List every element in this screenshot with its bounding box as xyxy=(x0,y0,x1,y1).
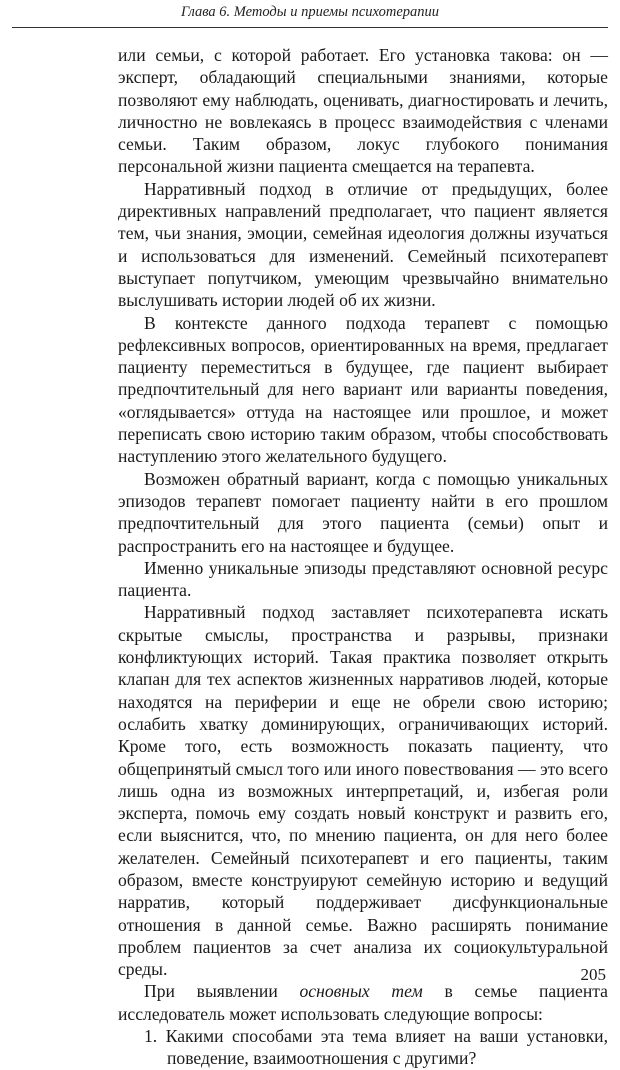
paragraph-6: Нарративный подход заставляет психотерапевта искать скрытые смыслы, пространства и разрывы, признаки конфликтующих историй. Такая практика позволяет открыть клапан для тех аспектов жизненных нарративов людей, которые находятся на периферии и еще не обрели свою историю; ослабить хватку доминирующих, ограничивающих историй. Кроме того, есть возможность показать пациенту, что общепринятый смысл того или иного повествования — это всего лишь одна из возможных интерпретаций, и, избегая роли эксперта, помочь ему создать новый конструкт и развить его, если выяснится, что, по мнению пациента, он для него более желателен. Семейный психотерапевт и его пациенты, таким образом, вместе конструируют семейную историю и ведущий нарратив, который поддерживает дисфункциональные отношения в данной семье. Важно расширять понимание проблем пациентов за счет анализа их социокультуральной среды. xyxy=(118,602,608,980)
page-number: 205 xyxy=(580,965,606,984)
question-list xyxy=(118,1025,608,1070)
page-body xyxy=(118,44,608,1070)
header-rule xyxy=(12,27,608,28)
paragraph-4: Возможен обратный вариант, когда с помощью уникальных эпизодов терапевт помогает пациенту найти в его прошлом предпочтительный для этого пациента (семьи) опыт и распространить его на настоящее и будущее. xyxy=(118,468,608,556)
paragraph-2: Нарративный подход в отличие от предыдущих, более директивных направлений предполагает, что пациент является тем, чьи знания, эмоции, семейная идеология должны изучаться и использоваться для изменений. Семейный психотерапевт выступает попутчиком, умеющим чрезвычайно внимательно выслушивать истории людей об их жизни. xyxy=(118,178,608,311)
running-head: Глава 6. Методы и приемы психотерапии xyxy=(180,4,440,20)
paragraph-7 xyxy=(118,980,608,1025)
emphasis-main-themes: основных тем xyxy=(299,981,423,1002)
paragraph-3: В контексте данного подхода терапевт с помощью рефлексивных вопросов, ориентированных на время, предлагает пациенту переместиться в будущее, где пациент выбирает предпочтительный для него вариант или варианты поведения, «оглядывается» оттуда на настоящее или прошлое, и может переписать свою историю таким образом, чтобы способствовать наступлению этого желательного будущего. xyxy=(118,312,608,467)
list-item-text: Какими способами эта тема влияет на ваши установки, поведение, взаимоотношения с другими? xyxy=(165,1026,608,1069)
paragraph-7-lead: При выявлении xyxy=(144,981,300,1002)
list-item-number: 1. xyxy=(144,1026,158,1047)
paragraph-1: или семьи, с которой работает. Его установка такова: он — эксперт, обладающий специальными знаниями, которые позволяют ему наблюдать, оценивать, диагностировать и лечить, личностно не вовлекаясь в процесс взаимодействия с членами семьи. Таким образом, локус глубокого понимания персональной жизни пациента смещается на терапевта. xyxy=(118,45,608,177)
paragraph-5: Именно уникальные эпизоды представляют основной ресурс пациента. xyxy=(118,557,608,601)
paragraph-7-rest: в семье пациента исследователь может использовать следующие вопросы: xyxy=(118,981,608,1024)
list-item xyxy=(118,1025,608,1070)
